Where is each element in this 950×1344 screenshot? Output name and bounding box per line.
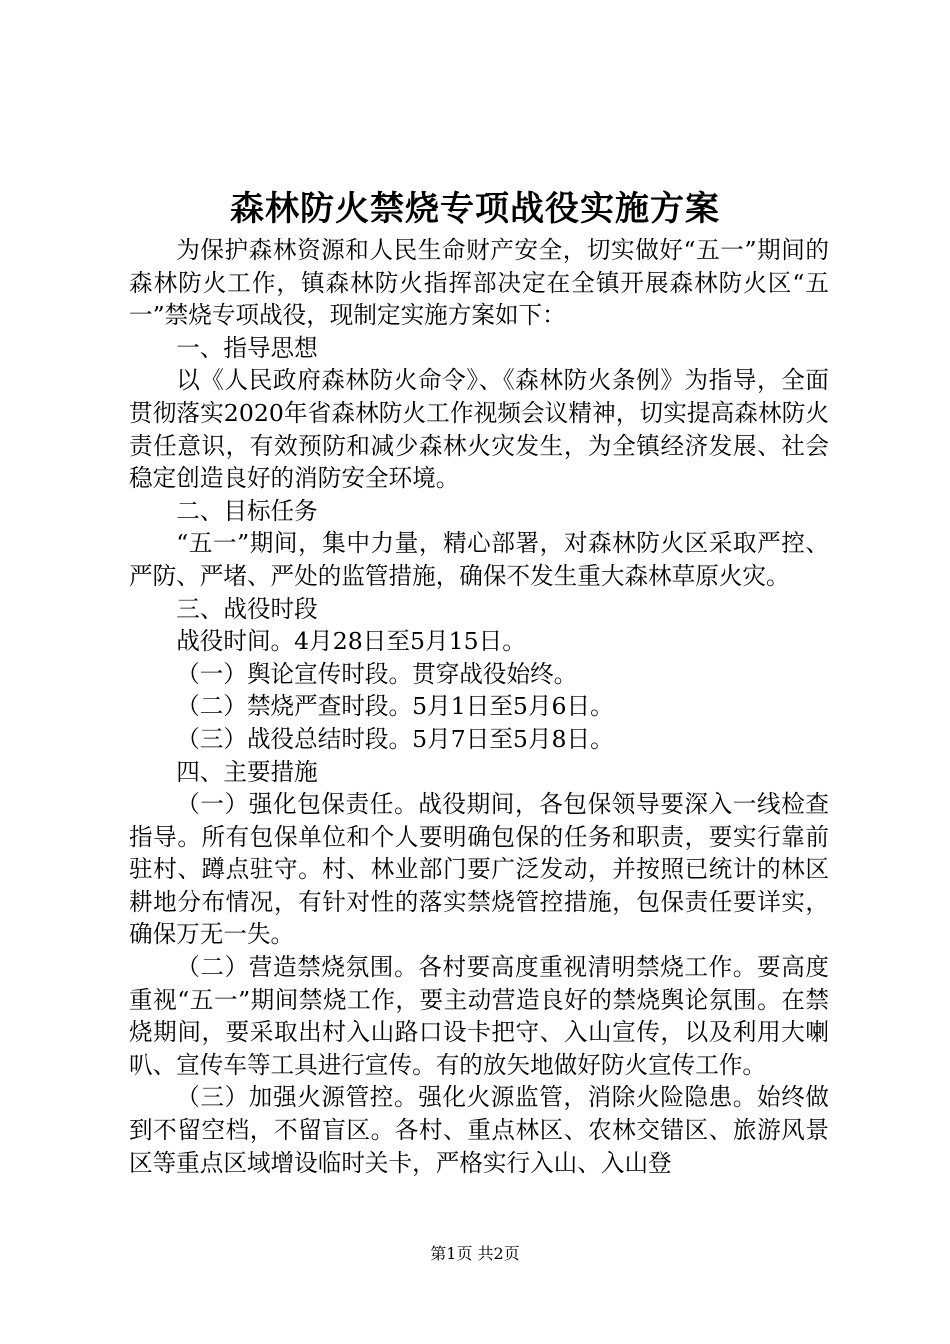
paragraph-campaign-time: 战役时间。4月28日至5月15日。 [176,627,526,656]
paragraph-period-publicity: （一）舆论宣传时段。贯穿战役始终。 [176,659,578,688]
paragraph-measure-3: （三）加强火源管控。强化火源监管，消除火险隐患。始终做到不留空档，不留盲区。各村、重点林区、农林交错区、旅游风景区等重点区域增设临时关卡，严格实行入山、入山登 [129,1083,829,1177]
page-footer: 第1页 共2页 [430,1244,520,1263]
paragraph-measure-1: （一）强化包保责任。战役期间，各包保领导要深入一线检查指导。所有包保单位和个人要明确包保的任务和职责，要实行靠前驻村、蹲点驻守。村、林业部门要广泛发动，并按照已统计的林区耕地分布情况，有针对性的落实禁烧管控措施，包保责任要详实，确保万无一失。 [129,790,829,949]
paragraph-guiding-ideology: 以《人民政府森林防火命令》、《森林防火条例》为指导，全面贯彻落实2020年省森林防火工作视频会议精神，切实提高森林防火责任意识，有效预防和减少森林火灾发生，为全镇经济发展、社会稳定创造良好的消防安全环境。 [129,366,829,493]
paragraph-objectives: “五一”期间，集中力量，精心部署，对森林防火区采取严控、严防、严堵、严处的监管措施，确保不发生重大森林草原火灾。 [129,529,829,590]
heading-guiding-ideology: 一、指导思想 [176,333,318,362]
paragraph-measure-2: （二）营造禁烧氛围。各村要高度重视清明禁烧工作。要高度重视“五一”期间禁烧工作，要主动营造良好的禁烧舆论氛围。在禁烧期间，要采取出村入山路口设卡把守、入山宣传，以及利用大喇叭、宣传车等工具进行宣传。有的放矢地做好防火宣传工作。 [129,953,829,1079]
document-body [129,234,829,1179]
paragraph-intro: 为保护森林资源和人民生命财产安全，切实做好“五一”期间的森林防火工作，镇森林防火指挥部决定在全镇开展森林防火区“五一”禁烧专项战役，现制定实施方案如下： [129,236,829,330]
paragraph-period-summary: （三）战役总结时段。5月7日至5月8日。 [176,724,614,753]
heading-campaign-period: 三、战役时段 [176,594,318,623]
document-title: 森林防火禁烧专项战役实施方案 [230,189,720,229]
heading-objectives: 二、目标任务 [176,496,318,525]
heading-main-measures: 四、主要措施 [176,757,318,786]
paragraph-period-inspection: （二）禁烧严查时段。5月1日至5月6日。 [176,692,614,721]
